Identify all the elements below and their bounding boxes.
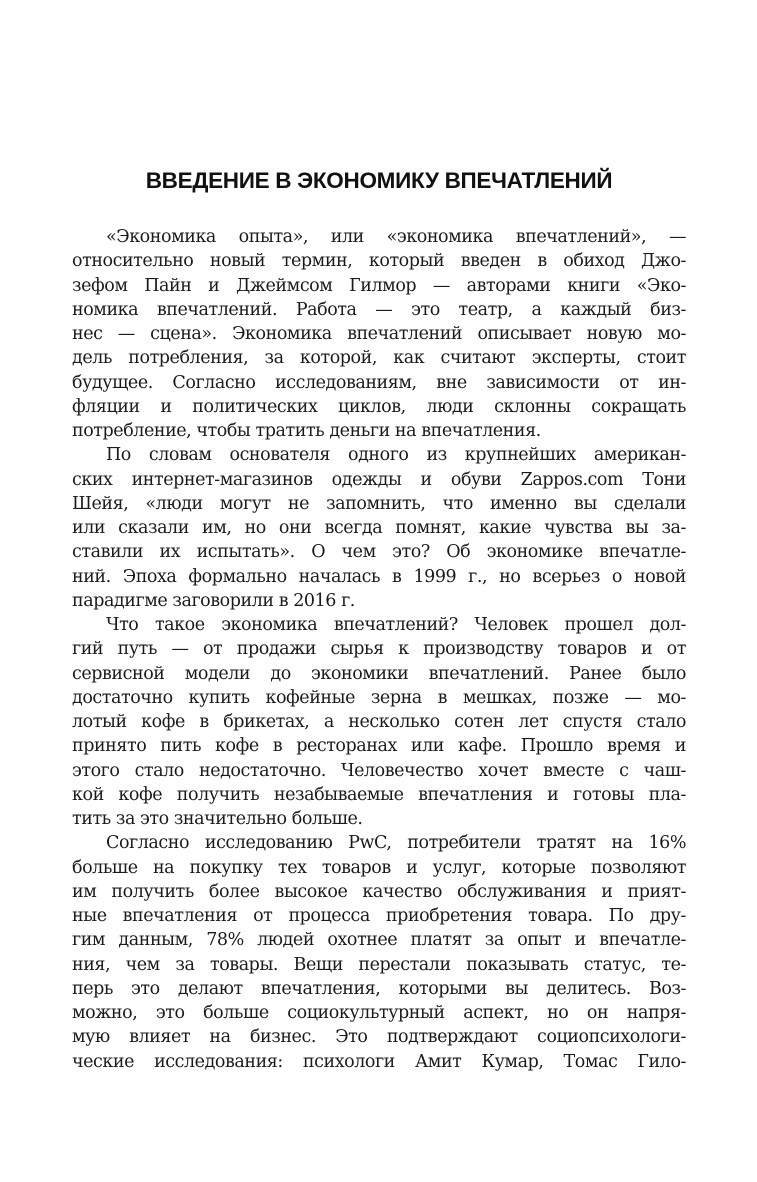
text-line: ставили их испытать». О чем это? Об экономике впечатле- <box>72 542 686 563</box>
text-line: Что такое экономика впечатлений? Человек прошел дол- <box>106 615 686 635</box>
text-line: тить за это значительно больше. <box>72 809 363 829</box>
paragraph <box>72 443 686 613</box>
text-line: ских интернет-магазинов одежды и обуви Zappos.com Тони <box>72 469 686 490</box>
paragraph <box>72 613 686 831</box>
text-line: «Экономика опыта», или «экономика впечатлений», — <box>106 227 686 247</box>
text-line: ний. Эпоха формально началась в 1999 г., но всерьез о новой <box>72 566 686 587</box>
text-line: ния, чем за товары. Вещи перестали показывать статус, те- <box>72 954 686 975</box>
text-line: фляции и политических циклов, люди склонны сокращать <box>72 396 686 417</box>
text-line: перь это делают впечатления, которыми вы делитесь. Воз- <box>72 978 686 999</box>
text-line: будущее. Согласно исследованиям, вне зависимости от ин- <box>72 372 686 393</box>
paragraph <box>72 831 686 1074</box>
text-line: лотый кофе в брикетах, а несколько сотен лет спустя стало <box>72 712 686 732</box>
text-line: принято пить кофе в ресторанах или кафе. Прошло время и <box>72 736 686 757</box>
body-text <box>72 225 686 1074</box>
text-line: гий путь — от продажи сырья к производству товаров и от <box>72 639 686 660</box>
paragraph <box>72 225 686 443</box>
text-line: ные впечатления от процесса приобретения товара. По дру- <box>72 906 686 926</box>
text-line: По словам основателя одного из крупнейших американ- <box>106 445 686 466</box>
text-line: дель потребления, за которой, как считают эксперты, стоит <box>72 348 686 369</box>
text-line: сервисной модели до экономики впечатлений. Ранее было <box>72 663 686 684</box>
text-line: этого стало недостаточно. Человечество хочет вместе с чаш- <box>72 760 686 781</box>
text-line: зефом Пайн и Джеймсом Гилмор — авторами книги «Эко- <box>72 275 686 296</box>
text-line: Согласно исследованию PwC, потребители тратят на 16% <box>106 833 686 854</box>
text-line: достаточно купить кофейные зерна в мешках, позже — мо- <box>72 687 686 708</box>
text-line: ческие исследования: психологи Амит Кумар, Томас Гило- <box>72 1051 686 1072</box>
text-line: гим данным, 78% людей охотнее платят за опыт и впечатле- <box>72 930 686 951</box>
text-line: или сказали им, но они всегда помнят, какие чувства вы за- <box>72 518 686 538</box>
book-page <box>72 0 686 1182</box>
text-line: потребление, чтобы тратить деньги на впечатления. <box>72 421 541 441</box>
text-line: нес — сцена». Экономика впечатлений описывает новую мо- <box>72 324 686 344</box>
text-line: парадигме заговорили в 2016 г. <box>72 590 355 611</box>
text-line: номика впечатлений. Работа — это театр, а каждый биз- <box>72 299 686 320</box>
text-line: им получить более высокое качество обслуживания и прият- <box>72 881 686 902</box>
text-line: относительно новый термин, который введен в обиход Джо- <box>72 251 686 272</box>
text-line: Шейя, «люди могут не запомнить, что именно вы сделали <box>72 493 686 514</box>
text-line: можно, это больше социокультурный аспект, но он напря- <box>72 1003 686 1023</box>
text-line: мую влияет на бизнес. Это подтверждают социопсихологи- <box>72 1027 686 1048</box>
chapter-title: ВВЕДЕНИЕ В ЭКОНОМИКУ ВПЕЧАТЛЕНИЙ <box>145 168 613 193</box>
text-line: кой кофе получить незабываемые впечатления и готовы пла- <box>72 784 686 805</box>
text-line: больше на покупку тех товаров и услуг, которые позволяют <box>72 857 686 878</box>
